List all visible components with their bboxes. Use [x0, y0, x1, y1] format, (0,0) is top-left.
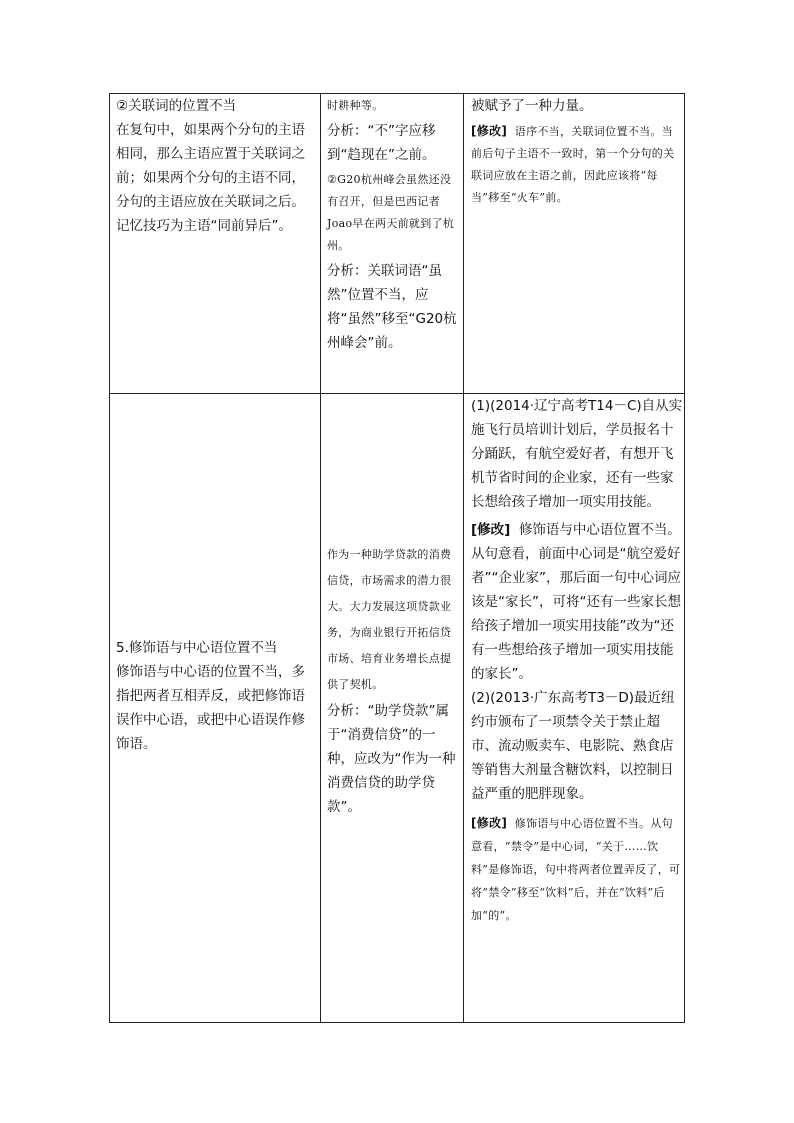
example-continuation: 时耕种等。 — [327, 99, 384, 112]
revision-text: 修饰语与中心语位置不当。从句意看，“禁令”是中心词，“关于……饮料”是修饰语，句中将两者位置弄反了，可将“禁令”移至“饮料”后，并在“饮料”后加“的”。 — [471, 817, 681, 922]
example-sentence: 作为一种助学贷款的消费信贷，市场需求的潜力很大。大力发展这项贷款业务，为商业银行开拓信贷市场、培育业务增长点提供了契机。 — [327, 548, 452, 691]
content-table — [109, 93, 685, 1023]
revision-note — [471, 120, 681, 209]
example-2 — [471, 686, 683, 806]
row2-revision-cell — [471, 394, 683, 927]
revision-tag: [修改] — [471, 522, 511, 538]
row2-rule-cell — [116, 636, 316, 756]
example-sentence: 最近纽约市颁布了一项禁令关于禁止超市、流动贩卖车、电影院、熟食店等销售大剂量含糖饮料，以控制日益严重的肥胖现象。 — [471, 690, 675, 802]
analysis-text: 分析：“助学贷款”属于“消费信贷”的一种，应改为“作为一种消费信贷的助学贷款”。 — [327, 703, 456, 815]
rule-description: 修饰语与中心语的位置不当，多指把两者互相弄反，或把修饰语误作中心语，或把中心语误作修饰语。 — [116, 664, 305, 752]
example-source: (1)(2014·辽宁高考T14－C) — [471, 398, 642, 414]
revision-text: 修饰语与中心语位置不当。从句意看，前面中心词是“航空爱好者”“企业家”，那后面一句中心词应该是“家长”，可将“还有一些家长想给孩子增加一项实用技能”改为“还有一些想给孩子增加一项实用技能的家长”。 — [471, 522, 681, 682]
column-divider-1 — [320, 93, 321, 1023]
rule-description: 在复句中，如果两个分句的主语相同，那么主语应置于关联词之前；如果两个分句的主语不同，分句的主语应放在关联词之后。记忆技巧为主语“同前异后”。 — [116, 122, 305, 234]
row1-rule-cell — [116, 94, 316, 238]
example-1 — [471, 394, 683, 514]
row1-revision-cell — [471, 94, 681, 209]
column-divider-2 — [463, 93, 464, 1023]
table-border-right — [684, 93, 685, 1023]
revision-tag: [修改] — [471, 124, 508, 138]
revision-text: 语序不当，关联词位置不当。当前后句子主语不一致时，第一个分句的关联词应放在主语之前，因此应该将“每当”移至“火车”前。 — [471, 125, 675, 204]
revision-2 — [471, 812, 683, 927]
analysis-text: 分析：关联词语“虽然”位置不当，应将“虽然”移至“G20杭州峰会”前。 — [327, 263, 457, 351]
revision-1 — [471, 518, 683, 686]
revision-tag: [修改] — [471, 816, 508, 830]
example-source: (2)(2013·广东高考T3－D) — [471, 690, 635, 706]
rule-title: 5.修饰语与中心语位置不当 — [116, 640, 278, 656]
analysis-text: 分析：“不”字应移到“趋现在”之前。 — [327, 123, 436, 163]
example-continuation: 被赋予了一种力量。 — [471, 98, 593, 114]
rule-subtitle: ②关联词的位置不当 — [116, 98, 237, 114]
example-sentence: ②G20杭州峰会虽然还没有召开，但是巴西记者Joao早在两天前就到了杭州。 — [327, 173, 455, 252]
table-border-left — [109, 93, 110, 1023]
row1-example-cell — [327, 95, 459, 355]
example-sentence: 自从实施飞行员培训计划后，学员报名十分踊跃，有航空爱好者，有想开飞机节省时间的企业家，还有一些家长想给孩子增加一项实用技能。 — [471, 398, 683, 510]
row2-example-cell — [327, 542, 459, 819]
table-border-bottom — [109, 1022, 685, 1023]
